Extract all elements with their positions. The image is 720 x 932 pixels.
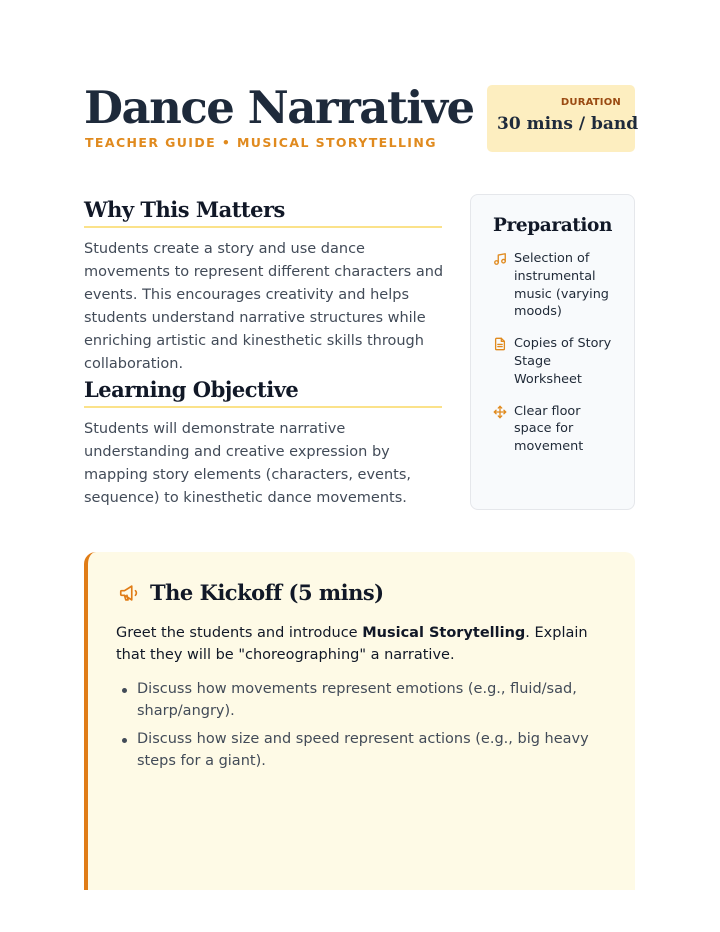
document-icon <box>493 337 507 351</box>
preparation-item <box>493 403 624 456</box>
music-note-icon <box>493 252 507 266</box>
megaphone-icon <box>118 582 140 604</box>
why-heading: Why This Matters <box>84 196 442 228</box>
kickoff-title: The Kickoff (5 mins) <box>150 580 384 605</box>
duration-card <box>487 85 639 152</box>
page-title: Dance Narrative <box>84 81 474 134</box>
why-text: Students create a story and use dance movements to represent different characters and events. This encourages creativity and helps students understand narrative structures while enriching artistic and kinesthetic skills through collaboration. <box>84 241 444 372</box>
move-arrows-icon <box>493 405 507 419</box>
preparation-item-text: Selection of instrumental music (varying moods) <box>514 251 609 320</box>
preparation-item <box>493 335 624 388</box>
preparation-title: Preparation <box>493 215 613 236</box>
duration-label: DURATION <box>560 97 621 108</box>
kickoff-section <box>84 552 635 890</box>
kickoff-list <box>116 679 616 779</box>
preparation-item <box>493 250 624 321</box>
list-item: Discuss how movements represent emotions (e.g., fluid/sad, sharp/angry). <box>116 679 616 722</box>
list-item: Discuss how size and speed represent actions (e.g., big heavy steps for a giant). <box>116 729 616 772</box>
kickoff-intro-highlight: Musical Storytelling <box>362 625 526 641</box>
kickoff-intro: Greet the students and introduce Musical Storytelling. Explain that they will be "choreographing" a narrative. <box>116 625 588 663</box>
kickoff-header <box>118 580 384 605</box>
objective-text: Students will demonstrate narrative understanding and creative expression by mapping story elements (characters, events, sequence) to kinesthetic dance movements. <box>84 421 411 506</box>
preparation-item-text: Clear floor space for movement <box>514 403 584 455</box>
duration-value: 30 mins / band <box>497 114 639 134</box>
preparation-card <box>470 194 635 510</box>
objective-heading: Learning Objective <box>84 376 442 408</box>
page-subtitle: TEACHER GUIDE • MUSICAL STORYTELLING <box>85 135 437 150</box>
preparation-item-text: Copies of Story Stage Worksheet <box>514 336 612 387</box>
